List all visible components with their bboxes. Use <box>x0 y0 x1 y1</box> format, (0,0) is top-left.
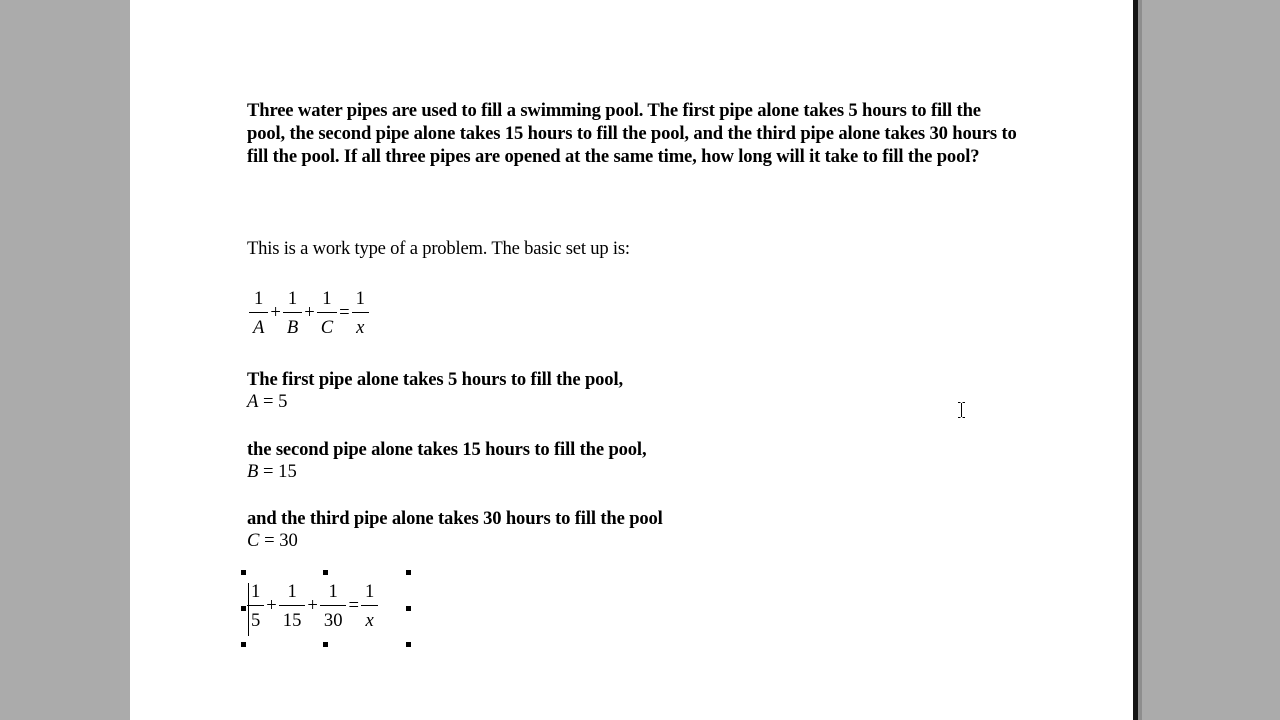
given-a[interactable] <box>247 369 623 413</box>
equals-sign: = <box>348 594 359 616</box>
fraction-denominator: B <box>286 317 299 338</box>
fraction-numerator: 1 <box>322 288 332 309</box>
fraction-denominator: 30 <box>323 610 343 631</box>
value: = 30 <box>264 530 298 551</box>
ibeam-cursor-icon <box>957 402 966 418</box>
resize-handle-w[interactable] <box>241 606 246 611</box>
resize-handle-n[interactable] <box>323 570 328 575</box>
given-b-text: the second pipe alone takes 15 hours to fill the pool, <box>247 439 647 460</box>
fraction-numerator: 1 <box>355 288 365 309</box>
given-b[interactable] <box>247 439 646 483</box>
given-c[interactable] <box>247 508 663 552</box>
fraction-b <box>283 289 302 338</box>
intro-text[interactable]: This is a work type of a problem. The basic set up is: <box>247 238 630 259</box>
fraction-numerator: 1 <box>328 581 338 602</box>
page-edge-shadow-light <box>1138 0 1142 720</box>
equation-selection-frame[interactable] <box>243 572 408 645</box>
fraction-bar <box>317 312 337 313</box>
fraction-numerator: 1 <box>287 581 297 602</box>
fraction-denominator: 5 <box>251 610 261 631</box>
plus-sign: + <box>266 594 277 616</box>
value: = 15 <box>263 461 297 482</box>
plus-sign: + <box>304 301 315 323</box>
plus-sign: + <box>307 594 318 616</box>
fraction-denominator: x <box>365 610 374 631</box>
basic-equation[interactable] <box>249 289 369 338</box>
resize-handle-ne[interactable] <box>406 570 411 575</box>
resize-handle-se[interactable] <box>406 642 411 647</box>
fraction-numerator: 1 <box>251 581 261 602</box>
given-c-equation <box>247 530 663 552</box>
resize-handle-nw[interactable] <box>241 570 246 575</box>
fraction-denominator: 15 <box>282 610 302 631</box>
resize-handle-s[interactable] <box>323 642 328 647</box>
given-a-equation <box>247 391 623 413</box>
resize-handle-sw[interactable] <box>241 642 246 647</box>
variable: C <box>247 530 260 551</box>
resize-handle-e[interactable] <box>406 606 411 611</box>
equals-sign: = <box>339 301 350 323</box>
given-b-equation <box>247 461 646 483</box>
plus-sign: + <box>270 301 281 323</box>
fraction-bar <box>352 312 369 313</box>
fraction-x <box>352 289 369 338</box>
fraction-denominator: A <box>253 317 265 338</box>
fraction-bar <box>283 312 302 313</box>
fraction-c <box>317 289 337 338</box>
fraction-numerator: 1 <box>254 288 264 309</box>
fraction-a <box>249 289 268 338</box>
fraction-numerator: 1 <box>364 581 375 602</box>
variable: A <box>247 391 259 412</box>
value: = 5 <box>263 391 288 412</box>
fraction-denominator: C <box>320 317 334 338</box>
fraction-denominator: x <box>356 317 365 338</box>
fraction-bar <box>249 312 268 313</box>
fraction-numerator: 1 <box>287 288 298 309</box>
problem-statement[interactable]: Three water pipes are used to fill a swimming pool. The first pipe alone takes 5 hours to fill the pool, the second pipe alone takes 15 hours to fill the pool, and the third pipe alone takes 30 hours to fill the pool. If all three pipes are opened at the same time, how long will it take to fill the pool? <box>247 100 1017 168</box>
variable: B <box>247 461 259 482</box>
given-c-text: and the third pipe alone takes 30 hours to fill the pool <box>247 508 663 529</box>
given-a-text: The first pipe alone takes 5 hours to fill the pool, <box>247 369 623 390</box>
